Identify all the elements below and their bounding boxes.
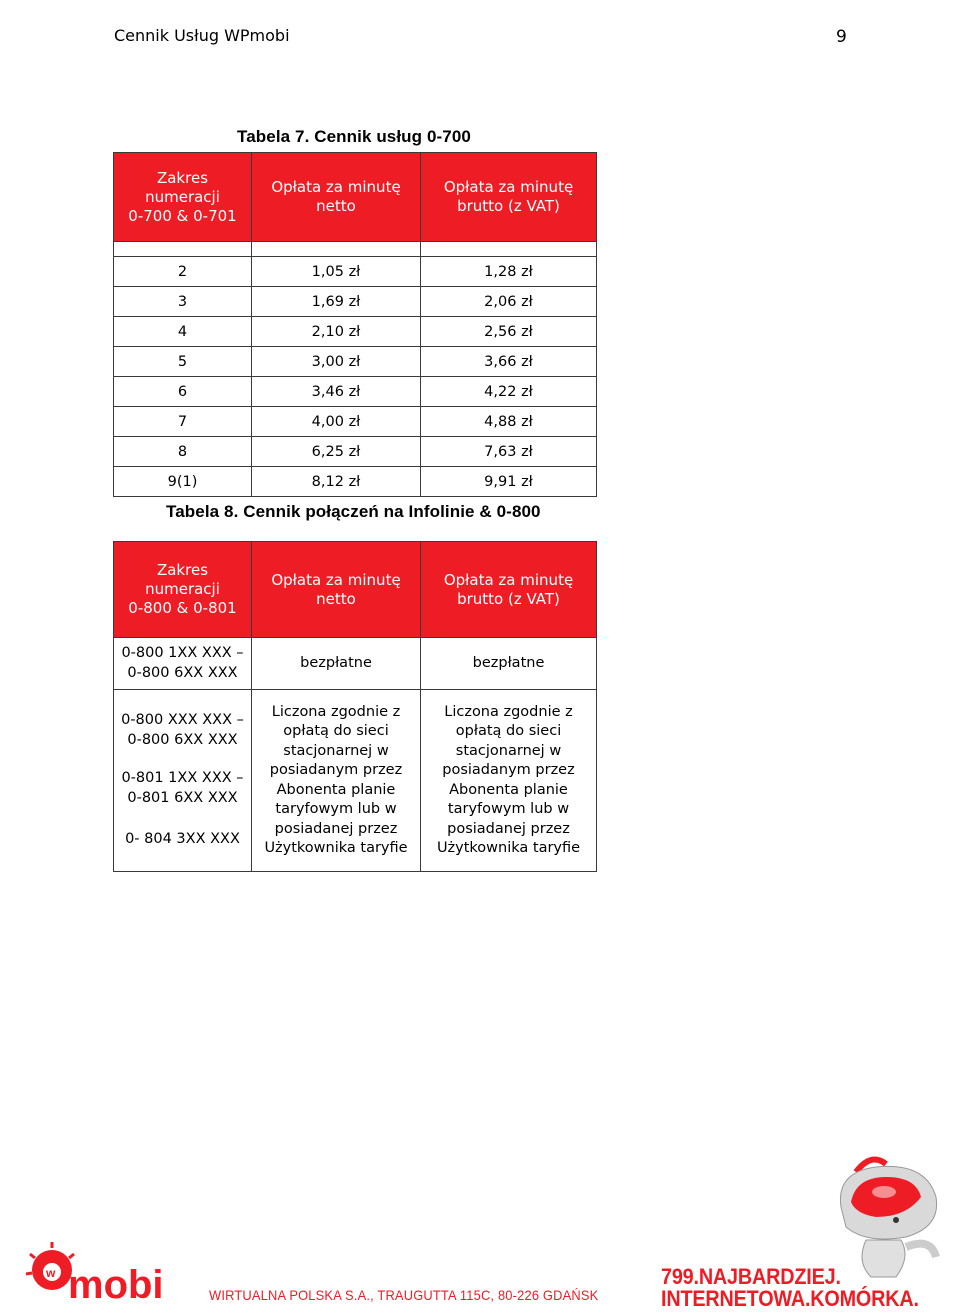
- table8-caption: Tabela 8. Cennik połączeń na Infolinie & 0-800: [166, 502, 541, 521]
- header-line: netto: [316, 197, 356, 215]
- table7-brutto-cell: 1,28 zł: [421, 257, 597, 287]
- mobi-logo-icon: [24, 1240, 184, 1306]
- table7-caption: Tabela 7. Cennik usług 0-700: [237, 127, 471, 146]
- table7-netto-cell: 3,46 zł: [252, 377, 421, 407]
- table7-header-brutto: [421, 153, 597, 242]
- table-row: [114, 437, 597, 467]
- text-line: Użytkownika taryfie: [264, 840, 408, 856]
- table7-header-row: [114, 153, 597, 242]
- table7-brutto-cell: 4,88 zł: [421, 407, 597, 437]
- table7-header-netto: [252, 153, 421, 242]
- table-row: [114, 347, 597, 377]
- table7-brutto-cell: 9,91 zł: [421, 467, 597, 497]
- header-line: Opłata za minutę: [271, 570, 401, 589]
- wpmobi-logo: [24, 1240, 184, 1306]
- table7-netto-cell: 8,12 zł: [252, 467, 421, 497]
- table-row: [114, 287, 597, 317]
- table-row: [114, 257, 597, 287]
- table7-brutto-cell: 2,56 zł: [421, 317, 597, 347]
- range-line: 0-801 1XX XXX –: [121, 770, 244, 787]
- table7-brutto-cell: 7,63 zł: [421, 437, 597, 467]
- table8-header-range: [114, 542, 252, 638]
- footer-address: WIRTUALNA POLSKA S.A., TRAUGUTTA 115C, 80-226 GDAŃSK: [209, 1287, 599, 1303]
- header-line: Opłata za minutę: [271, 178, 401, 196]
- table8-infolines-prices: [113, 541, 597, 872]
- table7-netto-cell: 3,00 zł: [252, 347, 421, 377]
- text-line: posiadanym przez: [269, 762, 403, 778]
- header-line: numeracji: [145, 187, 220, 206]
- table7-spacer-row: [114, 242, 597, 257]
- header-line: Zakres: [156, 168, 209, 187]
- header-line: 0-700 & 0-701: [128, 206, 237, 225]
- text-line: taryfowym lub w: [447, 801, 570, 817]
- text-line: Abonenta planie: [449, 781, 568, 798]
- text-line: posiadanej przez: [447, 820, 570, 837]
- text-line: posiadanym przez: [442, 762, 575, 778]
- table8-header-row: [114, 542, 597, 638]
- table-row: [114, 407, 597, 437]
- range-line: 0-800 XXX XXX –: [121, 712, 244, 729]
- table7-range-cell: 6: [114, 377, 252, 407]
- page-number: 9: [836, 27, 847, 47]
- table7-range-cell: 5: [114, 347, 252, 377]
- table7-header-range: [114, 153, 252, 242]
- mascot-illustration: [836, 1152, 946, 1282]
- text-line: opłatą do sieci: [283, 723, 389, 739]
- text-line: posiadanej przez: [274, 820, 398, 837]
- range-line: 0-800 6XX XXX: [127, 731, 238, 748]
- mascot-icon: [836, 1152, 946, 1282]
- table7-0700-prices: [113, 152, 597, 497]
- table7-netto-cell: 6,25 zł: [252, 437, 421, 467]
- table8-range-cell: [114, 690, 252, 872]
- header-line: netto: [316, 589, 356, 608]
- header-line: brutto (z VAT): [457, 589, 560, 608]
- range-line: 0-800 1XX XXX –: [121, 645, 244, 661]
- table7-range-cell: 3: [114, 287, 252, 317]
- table7-range-cell: 2: [114, 257, 252, 287]
- header-line: Zakres: [156, 561, 209, 579]
- text-line: taryfowym lub w: [275, 801, 397, 817]
- header-line: Opłata za minutę: [443, 178, 574, 196]
- table7-brutto-cell: 4,22 zł: [421, 377, 597, 407]
- table7-range-cell: 7: [114, 407, 252, 437]
- header-line: brutto (z VAT): [457, 197, 560, 215]
- table8-header-brutto: [421, 542, 597, 638]
- text-line: Użytkownika taryfie: [436, 840, 581, 856]
- table7-netto-cell: 1,69 zł: [252, 287, 421, 317]
- range-line: 0-801 6XX XXX: [127, 789, 238, 806]
- table7-brutto-cell: 3,66 zł: [421, 347, 597, 377]
- text-line: Abonenta planie: [276, 781, 396, 798]
- text-line: stacjonarnej w: [283, 742, 389, 759]
- table-row: [114, 467, 597, 497]
- table8-brutto-cell: [421, 690, 597, 872]
- text-line: opłatą do sieci: [455, 723, 562, 739]
- text-line: Liczona zgodnie z: [271, 703, 401, 720]
- text-line: Liczona zgodnie z: [444, 703, 573, 720]
- table7-netto-cell: 1,05 zł: [252, 257, 421, 287]
- table7-netto-cell: 4,00 zł: [252, 407, 421, 437]
- footer-slogan-line2: INTERNETOWA.KOMÓRKA.: [661, 1286, 919, 1311]
- table8-brutto-cell: bezpłatne: [421, 638, 597, 690]
- table-row: [114, 638, 597, 690]
- table7-brutto-cell: 2,06 zł: [421, 287, 597, 317]
- svg-text:w: w: [46, 1266, 56, 1280]
- table-row: [114, 317, 597, 347]
- table7-netto-cell: 2,10 zł: [252, 317, 421, 347]
- header-line: 0-800 & 0-801: [128, 599, 237, 617]
- table8-header-netto: [252, 542, 421, 638]
- table7-range-cell: 4: [114, 317, 252, 347]
- range-line: 0- 804 3XX XXX: [125, 831, 240, 848]
- logo-wordmark: mobi: [68, 1263, 164, 1306]
- table-row: [114, 690, 597, 872]
- table-row: [114, 377, 597, 407]
- footer-slogan-line1: 799.NAJBARDZIEJ.: [661, 1264, 841, 1289]
- text-line: stacjonarnej w: [455, 742, 562, 759]
- header-title: Cennik Usług WPmobi: [114, 26, 290, 45]
- header-line: Opłata za minutę: [443, 570, 574, 589]
- table8-netto-cell: bezpłatne: [252, 638, 421, 690]
- range-line: 0-800 6XX XXX: [127, 664, 238, 681]
- table7-range-cell: 9(1): [114, 467, 252, 497]
- table8-netto-cell: [252, 690, 421, 872]
- table7-range-cell: 8: [114, 437, 252, 467]
- table8-range-cell: [114, 638, 252, 690]
- header-line: numeracji: [145, 580, 220, 598]
